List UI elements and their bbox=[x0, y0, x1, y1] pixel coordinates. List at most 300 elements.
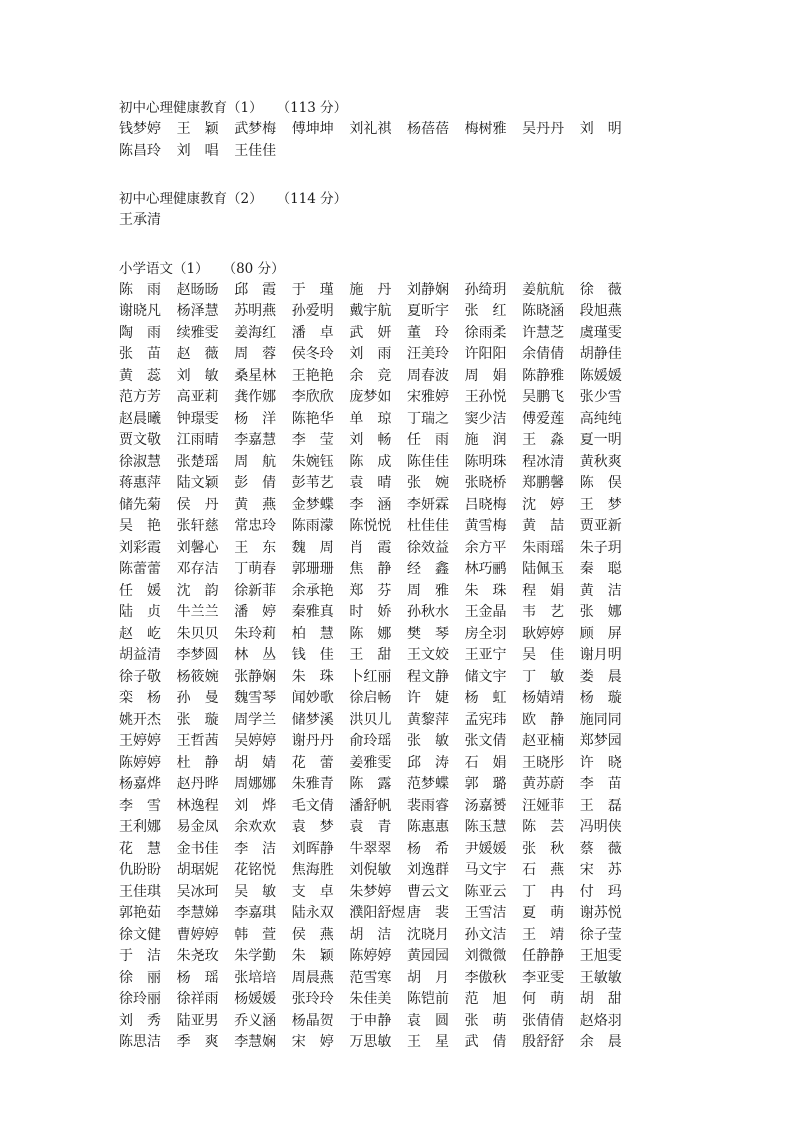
person-name: 张 璇 bbox=[176, 711, 219, 728]
person-name: 郭艳茹 bbox=[119, 905, 161, 921]
person-name: 陈 雨 bbox=[119, 281, 161, 298]
person-name: 陈 成 bbox=[349, 453, 392, 470]
person-name: 徐子敬 bbox=[119, 668, 161, 685]
person-name: 许 婕 bbox=[406, 690, 449, 706]
person-name: 王婷婷 bbox=[119, 733, 161, 749]
name-row bbox=[119, 624, 639, 646]
person-name: 张 婉 bbox=[406, 475, 449, 491]
person-name: 宋 婷 bbox=[291, 1034, 334, 1050]
person-name: 王敏敏 bbox=[579, 969, 622, 986]
person-name: 万思敏 bbox=[349, 1034, 392, 1050]
person-name: 施 润 bbox=[464, 432, 507, 448]
person-name: 陈晓涵 bbox=[522, 303, 565, 319]
person-name: 李亚雯 bbox=[522, 969, 565, 986]
person-name: 陆亚男 bbox=[176, 1012, 219, 1029]
name-row bbox=[119, 538, 639, 560]
person-name: 吕晓梅 bbox=[464, 496, 507, 513]
person-name: 杨媛媛 bbox=[234, 991, 277, 1007]
person-name: 房全羽 bbox=[464, 625, 507, 642]
person-name: 陈婷婷 bbox=[119, 754, 161, 771]
person-name: 牛翠翠 bbox=[349, 840, 392, 857]
person-name: 胡琚妮 bbox=[176, 862, 219, 878]
name-row bbox=[119, 925, 639, 947]
person-name: 贾亚新 bbox=[579, 518, 622, 534]
person-name: 杨嘉烨 bbox=[119, 776, 161, 792]
person-name: 胡 婧 bbox=[234, 754, 277, 771]
name-row bbox=[119, 860, 639, 882]
person-name: 宋 苏 bbox=[579, 862, 622, 878]
person-name: 刘 唱 bbox=[176, 142, 219, 159]
person-name: 秦 聪 bbox=[579, 561, 622, 577]
person-name: 钱梦婷 bbox=[119, 121, 161, 137]
section-3 bbox=[119, 259, 639, 1054]
person-name: 赵 薇 bbox=[176, 346, 219, 362]
person-name: 陈铠前 bbox=[406, 991, 449, 1007]
person-name: 陈佳佳 bbox=[406, 453, 449, 470]
person-name: 杨 洋 bbox=[234, 410, 277, 427]
person-name: 张 红 bbox=[464, 303, 507, 319]
person-name: 孟宪玮 bbox=[464, 711, 507, 728]
person-name: 朱贝贝 bbox=[176, 625, 219, 642]
person-name: 李 莹 bbox=[291, 432, 334, 448]
section-title-text: 初中心理健康教育（1） bbox=[119, 100, 263, 116]
person-name: 时 娇 bbox=[349, 604, 392, 620]
person-name: 易金凤 bbox=[176, 819, 219, 835]
person-name: 吴婷婷 bbox=[234, 733, 277, 749]
person-name: 濮阳舒煜 bbox=[349, 905, 406, 921]
person-name: 杨筱婉 bbox=[176, 668, 219, 685]
person-name: 赵亚楠 bbox=[522, 733, 565, 749]
person-name: 刘微微 bbox=[464, 948, 507, 964]
person-name: 储文宇 bbox=[464, 668, 507, 685]
person-name: 王承清 bbox=[119, 212, 161, 228]
person-name: 顾 屏 bbox=[579, 625, 622, 642]
person-name: 徐玲丽 bbox=[119, 991, 161, 1007]
person-name: 卜红丽 bbox=[349, 668, 392, 685]
person-name: 张楚瑶 bbox=[176, 453, 219, 470]
name-row bbox=[119, 119, 639, 141]
section-score: （114 分） bbox=[276, 191, 348, 207]
person-name: 黄 蕊 bbox=[119, 367, 161, 384]
person-name: 郑鹏馨 bbox=[522, 475, 565, 491]
person-name: 韩 萱 bbox=[234, 926, 277, 943]
person-name: 秦雅真 bbox=[291, 604, 334, 620]
person-name: 彭苇艺 bbox=[291, 475, 334, 491]
person-name: 张培培 bbox=[234, 969, 277, 986]
person-name: 李慧娴 bbox=[234, 1034, 277, 1050]
person-name: 陈 芸 bbox=[522, 819, 565, 835]
person-name: 程文静 bbox=[406, 668, 449, 685]
person-name: 储梦溪 bbox=[291, 711, 334, 728]
person-name: 任 媛 bbox=[119, 582, 161, 599]
person-name: 钟璟雯 bbox=[176, 410, 219, 427]
person-name: 王旭雯 bbox=[579, 948, 622, 964]
person-name: 王 东 bbox=[234, 539, 277, 556]
person-name: 沈 婷 bbox=[522, 496, 565, 513]
person-name: 曹云文 bbox=[406, 883, 449, 900]
person-name: 潘 卓 bbox=[291, 324, 334, 341]
person-name: 潘舒帆 bbox=[349, 797, 392, 814]
person-name: 邱 涛 bbox=[406, 754, 449, 771]
person-name: 李 苗 bbox=[579, 776, 622, 792]
person-name: 花 蕾 bbox=[291, 754, 334, 771]
person-name: 何 萌 bbox=[522, 991, 565, 1007]
person-name: 王晓彤 bbox=[522, 754, 565, 771]
person-name: 胡 洁 bbox=[349, 926, 392, 943]
name-row bbox=[119, 210, 639, 232]
person-name: 袁 梦 bbox=[291, 819, 334, 835]
person-name: 洪贝儿 bbox=[349, 711, 392, 728]
name-row bbox=[119, 968, 639, 990]
person-name: 刘 秀 bbox=[119, 1012, 161, 1029]
person-name: 陆 贞 bbox=[119, 604, 161, 620]
section-title bbox=[119, 259, 639, 280]
section-1 bbox=[119, 98, 639, 162]
person-name: 谢月明 bbox=[579, 647, 622, 663]
person-name: 周 雅 bbox=[406, 582, 449, 599]
person-name: 周学兰 bbox=[234, 711, 277, 728]
person-name: 贾文敬 bbox=[119, 432, 161, 448]
person-name: 武 妍 bbox=[349, 324, 392, 341]
person-name: 金书佳 bbox=[176, 840, 219, 857]
person-name: 俞玲瑶 bbox=[349, 733, 392, 749]
person-name: 李嘉琪 bbox=[234, 905, 277, 921]
person-name: 裴雨睿 bbox=[406, 797, 449, 814]
person-name: 王哲茜 bbox=[176, 733, 219, 749]
person-name: 张 娜 bbox=[579, 604, 622, 620]
person-name: 傅坤坤 bbox=[291, 121, 334, 137]
person-name: 焦 静 bbox=[349, 561, 392, 577]
person-name: 魏雪琴 bbox=[234, 690, 277, 706]
person-name: 余欢欢 bbox=[234, 819, 277, 835]
person-name: 桑星林 bbox=[234, 367, 277, 384]
person-name: 张少雪 bbox=[579, 389, 622, 405]
person-name: 施 丹 bbox=[349, 281, 392, 298]
person-name: 谢晓凡 bbox=[119, 303, 161, 319]
person-name: 谢苏悦 bbox=[579, 905, 622, 921]
person-name: 程冰清 bbox=[522, 453, 565, 470]
person-name: 徐新菲 bbox=[234, 582, 277, 599]
person-name: 傅爱莲 bbox=[522, 410, 565, 427]
person-name: 周娜娜 bbox=[234, 776, 277, 792]
person-name: 赵晨曦 bbox=[119, 410, 161, 427]
person-name: 朱婉钰 bbox=[291, 453, 334, 470]
person-name: 朱梦婷 bbox=[349, 883, 392, 900]
person-name: 徐效益 bbox=[406, 539, 449, 556]
person-name: 续雅雯 bbox=[176, 324, 219, 341]
person-name: 窦少洁 bbox=[464, 410, 507, 427]
section-title-text: 初中心理健康教育（2） bbox=[119, 191, 263, 207]
person-name: 朱雨瑶 bbox=[522, 539, 565, 556]
person-name: 姚开杰 bbox=[119, 711, 161, 728]
person-name: 胡 月 bbox=[406, 969, 449, 986]
person-name: 林 丛 bbox=[234, 647, 277, 663]
person-name: 朱 颖 bbox=[291, 948, 334, 964]
person-name: 徐启畅 bbox=[349, 690, 392, 706]
name-row bbox=[119, 946, 639, 968]
person-name: 丁萌春 bbox=[234, 561, 277, 577]
person-name: 任静静 bbox=[522, 948, 565, 964]
person-name: 杨泽慧 bbox=[176, 303, 219, 319]
person-name: 刘静娴 bbox=[406, 281, 449, 298]
person-name: 黄园园 bbox=[406, 948, 449, 964]
person-name: 林逸程 bbox=[176, 797, 219, 814]
name-row bbox=[119, 667, 639, 689]
person-name: 黄黎萍 bbox=[406, 711, 449, 728]
person-name: 范 旭 bbox=[464, 991, 507, 1007]
person-name: 陈 露 bbox=[349, 776, 392, 792]
person-name: 苏明燕 bbox=[234, 303, 277, 319]
person-name: 杨 希 bbox=[406, 840, 449, 857]
person-name: 刘彩霞 bbox=[119, 539, 161, 556]
person-name: 于申静 bbox=[349, 1012, 392, 1029]
person-name: 周 娟 bbox=[464, 367, 507, 384]
person-name: 孙绮玥 bbox=[464, 281, 507, 298]
person-name: 胡 甜 bbox=[579, 991, 622, 1007]
person-name: 黄 燕 bbox=[234, 496, 277, 513]
person-name: 范梦蝶 bbox=[406, 776, 449, 792]
person-name: 赵烙羽 bbox=[579, 1012, 622, 1029]
person-name: 陈昌玲 bbox=[119, 142, 161, 159]
person-name: 郑梦园 bbox=[579, 733, 622, 749]
person-name: 李 雪 bbox=[119, 797, 161, 814]
person-name: 陈明珠 bbox=[464, 453, 507, 470]
name-row bbox=[119, 409, 639, 431]
person-name: 孙文洁 bbox=[464, 926, 507, 943]
person-name: 江雨晴 bbox=[176, 432, 219, 448]
person-name: 石 娟 bbox=[464, 754, 507, 771]
person-name: 柏 慧 bbox=[291, 625, 334, 642]
person-name: 季 爽 bbox=[176, 1034, 219, 1050]
person-name: 王雪洁 bbox=[464, 905, 507, 921]
person-name: 余 晨 bbox=[579, 1034, 622, 1050]
person-name: 胡益清 bbox=[119, 647, 161, 663]
person-name: 魏 周 bbox=[291, 539, 334, 556]
section-title bbox=[119, 98, 639, 119]
name-row bbox=[119, 141, 639, 163]
person-name: 虞瑾雯 bbox=[579, 324, 622, 341]
person-name: 朱玲莉 bbox=[234, 625, 277, 642]
person-name: 陈 俣 bbox=[579, 475, 622, 491]
person-name: 欧 静 bbox=[522, 711, 565, 728]
person-name: 邱 霞 bbox=[234, 281, 277, 298]
person-name: 张静娴 bbox=[234, 668, 277, 685]
person-name: 黄秋爽 bbox=[579, 453, 622, 470]
person-name: 郭珊珊 bbox=[291, 561, 334, 577]
person-name: 袁 青 bbox=[349, 819, 392, 835]
person-name: 汪娅菲 bbox=[522, 797, 565, 814]
person-name: 王 星 bbox=[406, 1034, 449, 1050]
person-name: 王佳琪 bbox=[119, 883, 161, 900]
name-row bbox=[119, 882, 639, 904]
person-name: 朱佳美 bbox=[349, 991, 392, 1007]
person-name: 朱学勤 bbox=[234, 948, 277, 964]
person-name: 徐祥雨 bbox=[176, 991, 219, 1007]
person-name: 余承艳 bbox=[291, 582, 334, 599]
person-name: 杜佳佳 bbox=[406, 518, 449, 534]
person-name: 胡静佳 bbox=[579, 346, 622, 362]
person-name: 娄 晨 bbox=[579, 668, 622, 685]
name-row bbox=[119, 495, 639, 517]
person-name: 蔡 薇 bbox=[579, 840, 622, 857]
person-name: 丁瑞之 bbox=[406, 410, 449, 427]
person-name: 李慧娣 bbox=[176, 905, 219, 921]
section-score: （80 分） bbox=[222, 260, 285, 277]
person-name: 刘馨心 bbox=[176, 539, 219, 556]
name-row bbox=[119, 1032, 639, 1054]
person-name: 徐 丽 bbox=[119, 969, 161, 986]
person-name: 高纯纯 bbox=[579, 410, 622, 427]
person-name: 孙爱明 bbox=[291, 303, 334, 319]
section-spacer bbox=[119, 162, 639, 189]
person-name: 杜 静 bbox=[176, 754, 219, 771]
person-name: 王 甜 bbox=[349, 647, 392, 663]
name-row bbox=[119, 602, 639, 624]
person-name: 李梦圆 bbox=[176, 647, 219, 663]
person-name: 王 淼 bbox=[522, 432, 565, 448]
person-name: 周晨燕 bbox=[291, 969, 334, 986]
person-name: 常忠玲 bbox=[234, 518, 277, 534]
person-name: 陈媛媛 bbox=[579, 367, 622, 384]
person-name: 肖 霞 bbox=[349, 539, 392, 556]
person-name: 杨婧靖 bbox=[522, 690, 565, 706]
person-name: 黄雪梅 bbox=[464, 518, 507, 534]
person-name: 汤嘉赟 bbox=[464, 797, 507, 814]
person-name: 周春波 bbox=[406, 367, 449, 384]
name-row bbox=[119, 753, 639, 775]
person-name: 张轩慈 bbox=[176, 518, 219, 534]
person-name: 吴 敏 bbox=[234, 883, 277, 900]
person-name: 陈雨濛 bbox=[291, 518, 334, 534]
person-name: 王 靖 bbox=[522, 926, 565, 943]
person-name: 丁 冉 bbox=[522, 883, 565, 900]
person-name: 杨晶贺 bbox=[291, 1012, 334, 1029]
name-row bbox=[119, 645, 639, 667]
person-name: 彭 倩 bbox=[234, 475, 277, 491]
person-name: 王利娜 bbox=[119, 819, 161, 835]
person-name: 刘晖静 bbox=[291, 840, 334, 857]
person-name: 余方平 bbox=[464, 539, 507, 556]
name-row bbox=[119, 817, 639, 839]
section-title bbox=[119, 189, 639, 210]
person-name: 余倩倩 bbox=[522, 346, 565, 362]
section-spacer bbox=[119, 232, 639, 259]
person-name: 陈静雅 bbox=[522, 367, 565, 384]
name-row bbox=[119, 301, 639, 323]
person-name: 陈悦悦 bbox=[349, 518, 392, 534]
person-name: 丁 敏 bbox=[522, 668, 565, 685]
person-name: 于 瑾 bbox=[291, 281, 334, 298]
person-name: 韦 艺 bbox=[522, 604, 565, 620]
person-name: 耿婷婷 bbox=[522, 625, 565, 642]
person-name: 闻妙歌 bbox=[291, 690, 334, 706]
name-row bbox=[119, 1011, 639, 1033]
person-name: 汪美玲 bbox=[406, 346, 449, 362]
name-row bbox=[119, 430, 639, 452]
name-row bbox=[119, 774, 639, 796]
person-name: 侯 丹 bbox=[176, 496, 219, 513]
person-name: 沈晓月 bbox=[406, 926, 449, 943]
person-name: 武 倩 bbox=[464, 1034, 507, 1050]
person-name: 王孙悦 bbox=[464, 389, 507, 405]
person-name: 李 涵 bbox=[349, 496, 392, 513]
name-row bbox=[119, 581, 639, 603]
person-name: 陆永双 bbox=[291, 905, 334, 921]
name-row bbox=[119, 688, 639, 710]
person-name: 杨 璇 bbox=[579, 690, 622, 706]
person-name: 姜海红 bbox=[234, 324, 277, 341]
person-name: 陈蕾蕾 bbox=[119, 561, 161, 577]
sections-container bbox=[119, 98, 639, 1054]
person-name: 吴 佳 bbox=[522, 647, 565, 663]
person-name: 张 萌 bbox=[464, 1012, 507, 1029]
person-name: 付 玛 bbox=[579, 883, 622, 900]
name-row bbox=[119, 280, 639, 302]
person-name: 王亚宁 bbox=[464, 647, 507, 663]
person-name: 李欣欣 bbox=[291, 389, 334, 405]
person-name: 支 卓 bbox=[291, 883, 334, 900]
person-name: 夏昕宇 bbox=[406, 303, 449, 319]
person-name: 张 苗 bbox=[119, 346, 161, 362]
person-name: 牛兰兰 bbox=[176, 604, 219, 620]
person-name: 张晓桥 bbox=[464, 475, 507, 491]
person-name: 许慧芝 bbox=[522, 324, 565, 341]
person-name: 尹媛媛 bbox=[464, 840, 507, 857]
person-name: 姜雅雯 bbox=[349, 754, 392, 771]
person-name: 刘 雨 bbox=[349, 346, 392, 362]
person-name: 徐淑慧 bbox=[119, 453, 161, 470]
person-name: 袁 圆 bbox=[406, 1012, 449, 1029]
person-name: 施同同 bbox=[579, 711, 622, 728]
person-name: 李傲秋 bbox=[464, 969, 507, 986]
person-name: 徐雨柔 bbox=[464, 324, 507, 341]
person-name: 刘 敏 bbox=[176, 367, 219, 384]
person-name: 陆佩玉 bbox=[522, 561, 565, 577]
person-name: 孙 曼 bbox=[176, 690, 219, 706]
person-name: 郑 芬 bbox=[349, 582, 392, 599]
name-row bbox=[119, 559, 639, 581]
name-row bbox=[119, 839, 639, 861]
person-name: 刘逸群 bbox=[406, 862, 449, 878]
person-name: 范方芳 bbox=[119, 389, 161, 405]
person-name: 于 洁 bbox=[119, 948, 161, 964]
person-name: 夏一明 bbox=[579, 432, 622, 448]
person-name: 赵丹晔 bbox=[176, 776, 219, 792]
person-name: 栾 杨 bbox=[119, 690, 161, 706]
person-name: 徐文健 bbox=[119, 926, 161, 943]
person-name: 吴冰珂 bbox=[176, 883, 219, 900]
person-name: 董 玲 bbox=[406, 324, 449, 341]
person-name: 林巧鹂 bbox=[464, 561, 507, 577]
person-name: 谢丹丹 bbox=[291, 733, 334, 749]
person-name: 程 娟 bbox=[522, 582, 565, 599]
person-name: 陈艳华 bbox=[291, 410, 334, 427]
person-name: 杨 瑶 bbox=[176, 969, 219, 986]
person-name: 唐 裴 bbox=[406, 905, 449, 921]
person-name: 花 慧 bbox=[119, 840, 161, 857]
person-name: 徐 薇 bbox=[579, 281, 622, 298]
person-name: 许阳阳 bbox=[464, 346, 507, 362]
person-name: 姜航航 bbox=[522, 281, 565, 298]
person-name: 郭 璐 bbox=[464, 776, 507, 792]
person-name: 王艳艳 bbox=[291, 367, 334, 384]
name-row bbox=[119, 796, 639, 818]
person-name: 赵旸旸 bbox=[176, 281, 219, 298]
person-name: 金梦蝶 bbox=[291, 496, 334, 513]
person-name: 石 燕 bbox=[522, 862, 565, 878]
person-name: 花铭悦 bbox=[234, 862, 277, 878]
name-row bbox=[119, 903, 639, 925]
